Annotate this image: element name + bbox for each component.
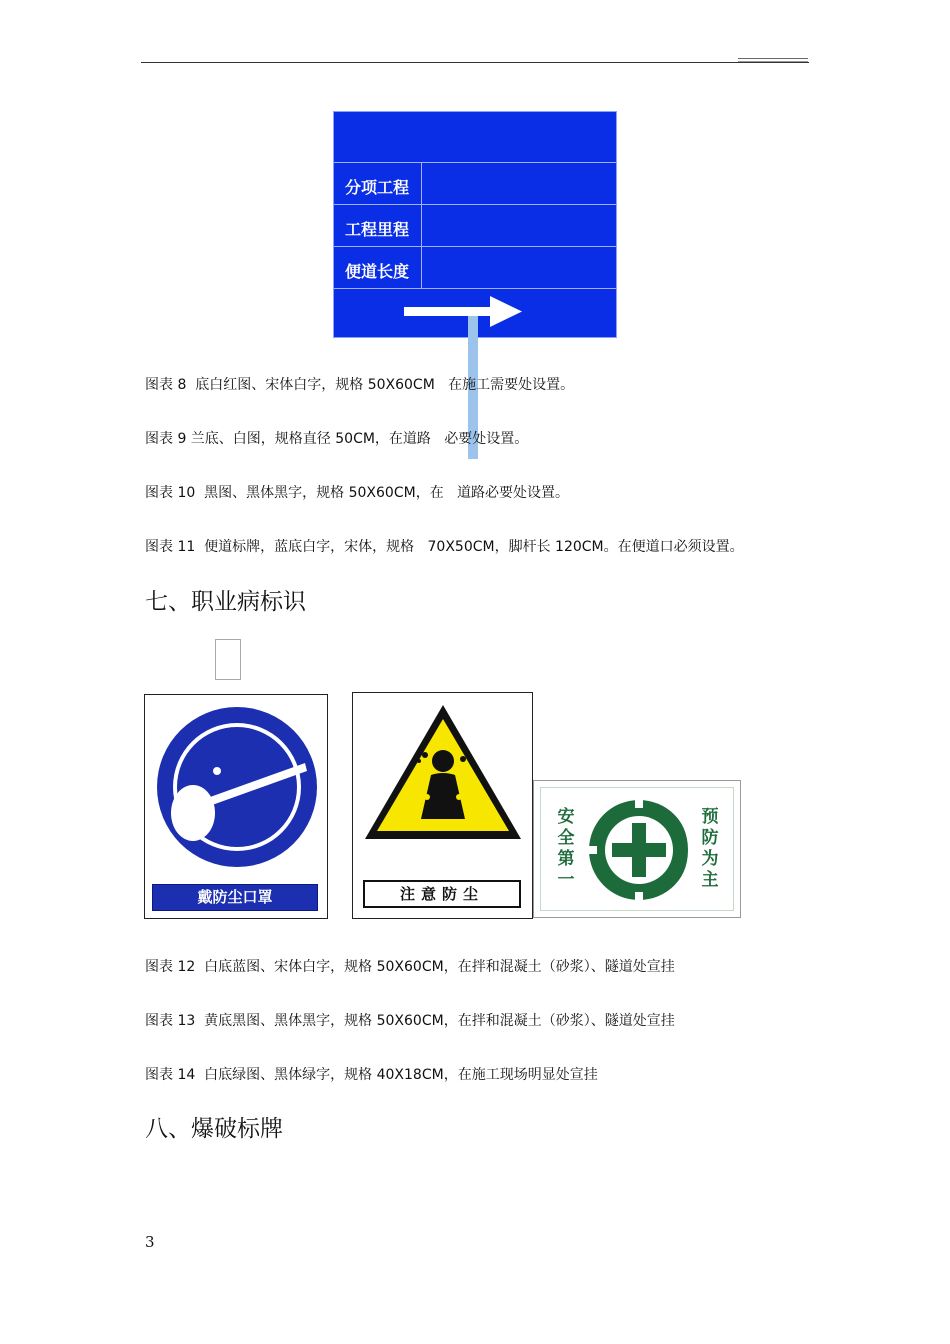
section-heading: 七、职业病标识 bbox=[145, 589, 306, 615]
image-placeholder bbox=[215, 639, 241, 680]
road-sign-divider bbox=[334, 288, 616, 289]
figure-caption: 图表 9 兰底、白图，规格直径 50CM，在道路 必要处设置。 bbox=[145, 431, 529, 447]
mask-sign-plate: 戴防尘口罩 bbox=[152, 884, 318, 911]
safety-slogan-right: 预防为主 bbox=[701, 807, 719, 890]
figure-caption: 图表 13 黄底黑图、黑体黑字，规格 50X60CM，在拌和混凝土（砂浆）、隧道处宣挂 bbox=[145, 1013, 675, 1029]
page-number: 3 bbox=[145, 1233, 155, 1251]
section-heading: 八、爆破标牌 bbox=[145, 1116, 283, 1142]
figure-caption: 图表 11 便道标牌，蓝底白字，宋体，规格 70X50CM，脚杆长 120CM。在便道口必须设置。 bbox=[145, 539, 744, 555]
safety-sign bbox=[533, 780, 741, 918]
mask-icon bbox=[155, 705, 319, 869]
figure-caption: 图表 8 底白红图、宋体白字，规格 50X60CM 在施工需要处设置。 bbox=[145, 377, 575, 393]
figure-caption: 图表 14 白底绿图、黑体绿字，规格 40X18CM，在施工现场明显处宣挂 bbox=[145, 1067, 598, 1083]
figure-caption: 图表 10 黑图、黑体黑字，规格 50X60CM，在 道路必要处设置。 bbox=[145, 485, 570, 501]
road-sign-divider bbox=[421, 162, 422, 289]
safety-gear-icon bbox=[584, 795, 694, 905]
header-rule bbox=[141, 62, 809, 63]
arrow-right-icon bbox=[404, 296, 524, 330]
figure-caption: 图表 12 白底蓝图、宋体白字，规格 50X60CM，在拌和混凝土（砂浆）、隧道处宣挂 bbox=[145, 959, 675, 975]
road-sign-row bbox=[334, 204, 616, 247]
road-sign-label: 工程里程 bbox=[345, 220, 410, 239]
road-sign-label: 便道长度 bbox=[345, 262, 410, 281]
header-mark bbox=[738, 58, 808, 62]
mask-sign bbox=[144, 694, 328, 919]
road-sign-row bbox=[334, 162, 616, 205]
road-sign-figure bbox=[333, 111, 617, 338]
warning-triangle-icon bbox=[361, 701, 525, 843]
road-sign-row bbox=[334, 246, 616, 289]
dust-warning-sign bbox=[352, 692, 533, 919]
road-sign-label: 分项工程 bbox=[345, 178, 410, 197]
dust-sign-plate: 注意防尘 bbox=[363, 880, 521, 908]
safety-slogan-left: 安全第一 bbox=[557, 807, 575, 890]
